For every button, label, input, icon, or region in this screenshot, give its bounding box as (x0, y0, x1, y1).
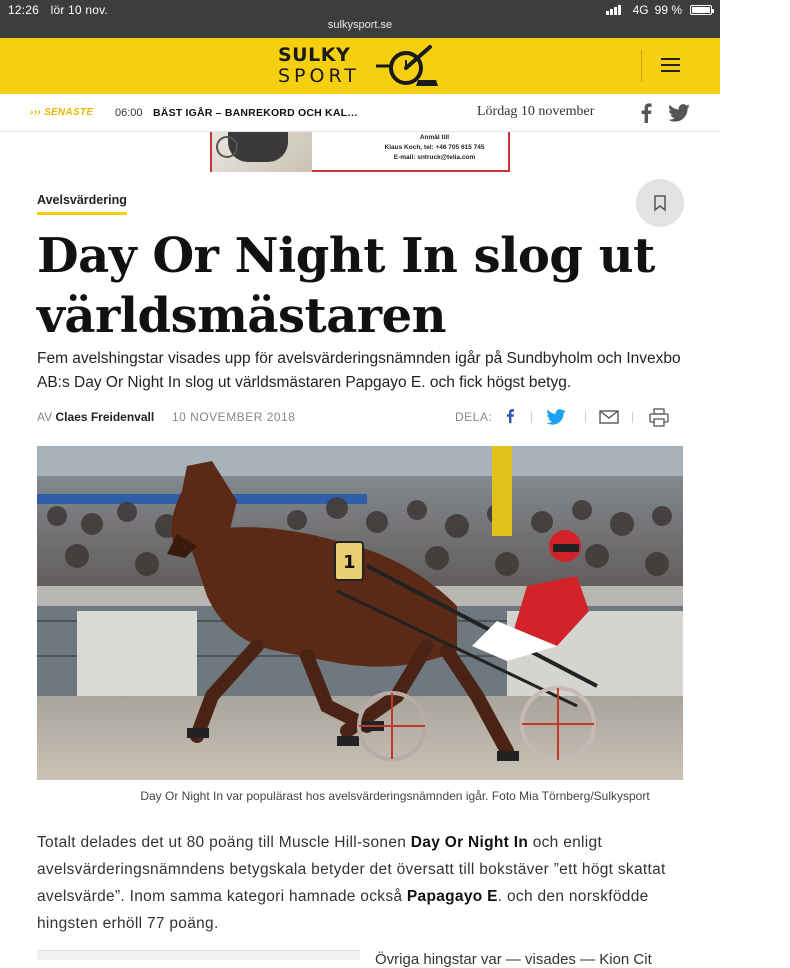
print-icon[interactable] (649, 408, 669, 427)
byline (37, 410, 154, 424)
body-text-segment: Totalt delades det ut 80 poäng till Muscle Hill-sonen (37, 834, 411, 851)
ad-line-2: Klaus Koch, tel: +46 705 615 745 (384, 144, 485, 151)
related-content-box[interactable] (37, 950, 360, 960)
logo-word-bottom: SPORT (278, 65, 360, 87)
site-header (0, 38, 720, 94)
article-title: Day Or Night In slog ut världsmästaren (37, 228, 655, 344)
author-link[interactable]: Claes Freidenvall (55, 410, 155, 424)
battery-icon (690, 5, 712, 15)
advertisement-banner[interactable] (210, 132, 510, 172)
share-separator (531, 412, 532, 423)
twitter-icon[interactable] (668, 104, 690, 122)
latest-label[interactable]: ››› SENASTE (30, 107, 94, 118)
article-body-continued: Övriga hingstar var — visades — Kion Cit (375, 951, 652, 968)
share-label: DELA: (455, 410, 493, 424)
ticker-time: 06:00 (115, 107, 143, 119)
body-text-segment: och enligt avelsvärderingsnämndens betygskala betyder det översatt till bokstäver ”ett högt skattat avelsvärde”. Inom samma kategori hamnade också (37, 834, 666, 905)
share-email-icon[interactable] (599, 410, 619, 424)
status-bar (0, 0, 720, 38)
ad-text (362, 133, 507, 163)
byline-prefix: AV (37, 410, 53, 424)
network-type: 4G (632, 3, 649, 17)
ad-line-1: Anmäl till (419, 134, 450, 141)
share-separator (632, 412, 633, 423)
image-caption: Day Or Night In var populärast hos avelsvärderingsnämnden igår. Foto Mia Törnberg/Sulkysport (140, 789, 650, 803)
header-divider (641, 50, 642, 82)
battery-percent: 99 % (654, 3, 682, 17)
horse-name-papagayo-e: Papagayo E (406, 888, 498, 905)
status-time: 12:26 (8, 3, 40, 17)
site-logo[interactable] (278, 42, 448, 90)
status-right (606, 3, 712, 17)
status-left (8, 3, 116, 17)
logo-word-top: SULKY (278, 44, 351, 66)
bookmark-button[interactable] (636, 179, 684, 227)
share-twitter-icon[interactable] (546, 409, 566, 425)
ad-image (212, 132, 312, 172)
news-ticker (0, 94, 720, 132)
ad-wheel-shape (216, 136, 238, 158)
article-lead: Fem avelshingstar visades upp för avelsvärderingsnämnden igår på Sundbyholm och Invexbo AB:s Day Or Night In slog ut världsmästaren Papgayo E. och fick högst betyg. (37, 350, 681, 391)
body-text-segment: . och den norskfödde hingsten erhöll 77 poäng. (37, 888, 649, 932)
hero-photo-illustration (37, 446, 683, 780)
share-separator (585, 412, 586, 423)
publish-date: 10 NOVEMBER 2018 (172, 410, 296, 424)
share-facebook-icon[interactable] (505, 407, 515, 425)
signal-icon (606, 5, 621, 15)
article-body-paragraph (37, 829, 687, 937)
ad-line-3: E-mail: sntruck@telia.com (393, 154, 476, 161)
ticker-headline-link[interactable]: BÄST IGÅR – BANREKORD OCH KAL… (153, 107, 358, 119)
sulky-wheel-icon (376, 44, 440, 88)
address-bar-url[interactable]: sulkysport.se (327, 19, 393, 31)
current-date: Lördag 10 november (477, 104, 595, 119)
article-category-link[interactable]: Avelsvärdering (37, 193, 127, 215)
facebook-icon[interactable] (639, 103, 653, 123)
bookmark-icon (653, 195, 667, 211)
horse-name-day-or-night-in: Day Or Night In (410, 834, 529, 851)
hamburger-menu-icon[interactable] (656, 54, 684, 78)
hero-bib-number: 1 (343, 552, 356, 573)
status-date: lör 10 nov. (50, 3, 108, 17)
article-hero-image[interactable] (37, 446, 683, 780)
